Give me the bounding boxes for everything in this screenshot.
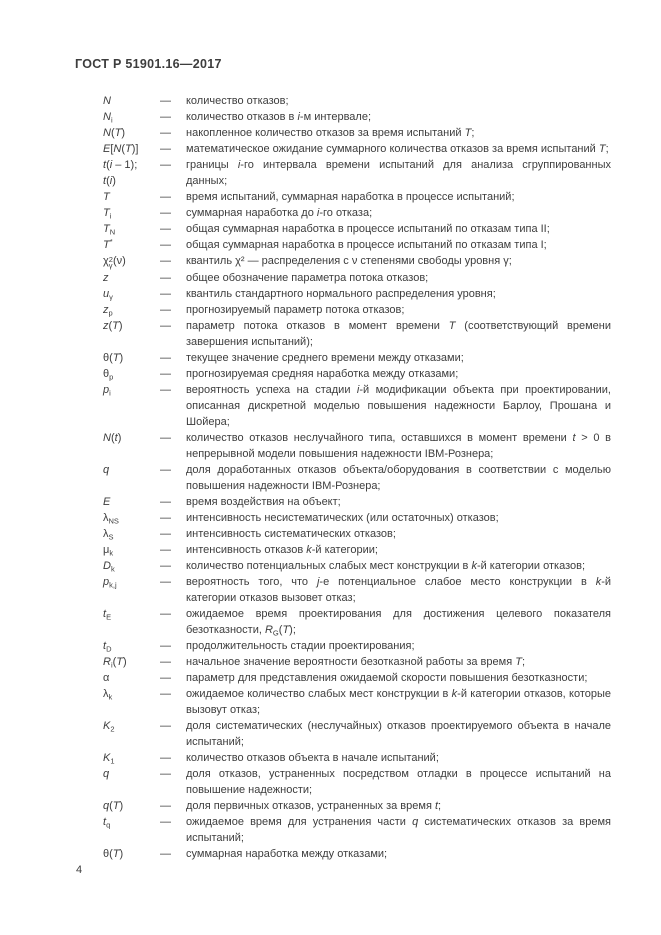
symbol-row [103,750,611,766]
symbol-row [103,654,611,670]
dash-separator: — [160,639,171,652]
symbol-row [103,462,611,494]
symbol: z(T) [103,319,123,332]
dash-separator: — [160,271,171,284]
definition: количество отказов в i-м интервале; [186,111,372,123]
dash-separator: — [160,239,171,251]
definition: доля систематических (неслучайных) отказов проектируемого объекта в начале испытаний; [186,719,611,748]
dash-separator: — [160,767,171,780]
symbol: q [103,463,110,476]
symbol: q(T) [103,799,124,812]
symbol: $\theta_p$ [103,367,114,381]
symbol: N(t) [103,431,122,444]
definition: математическое ожидание суммарного количества отказов за время испытаний T; [186,143,609,155]
dash-separator: — [160,511,171,524]
symbol: N(T) [103,127,126,139]
dash-separator: — [160,127,171,139]
symbol: T [103,191,110,203]
symbol: $K_1$ [103,751,115,765]
symbol-row [103,430,611,462]
standard-number: ГОСТ Р 51901.16—2017 [75,57,222,71]
symbol: q [103,767,110,780]
symbol-row [103,382,611,430]
symbol: $u_\gamma$ [103,287,113,301]
definition: квантиль стандартного нормального распределения уровня; [186,287,496,300]
definition: суммарная наработка до i-го отказа; [186,207,373,219]
symbol-row [103,109,611,125]
definition: общая суммарная наработка в процессе испытаний по отказам типа II; [186,223,550,235]
dash-separator: — [160,559,171,572]
symbol: χ 2 γ (ν) [103,254,126,270]
symbol-row [103,270,611,286]
dash-separator: — [160,383,171,396]
symbol: $t_D$ [103,639,112,653]
definition: квантиль χ² — распределения с ν степенями свободы уровня γ; [186,255,512,267]
definition: параметр потока отказов в момент времени T (соответствующий времени завершения испытаний); [186,319,611,348]
definition: доля первичных отказов, устраненных за время t; [186,799,442,812]
symbol-row [103,157,611,189]
symbol: N [103,95,111,107]
dash-separator: — [160,799,171,812]
symbol-row [103,798,611,814]
definition: интенсивность отказов k-й категории; [186,543,378,556]
symbol-row [103,318,611,350]
symbol-row [103,141,611,157]
dash-separator: — [160,95,171,107]
symbol-row [103,221,611,237]
symbol: E[N(T)] [103,143,139,155]
dash-separator: — [160,223,171,235]
symbol: $t_E$ [103,607,112,621]
symbol-row [103,574,611,606]
symbol-row [103,253,611,270]
definition: текущее значение среднего времени между отказами; [186,351,464,364]
dash-separator: — [160,655,171,668]
symbol-row [103,350,611,366]
symbol-row [103,189,611,205]
definition: доля доработанных отказов объекта/оборудования в соответствии с моделью повышения надежности IBM-Рознера; [186,463,611,492]
symbol: T* [103,237,113,251]
definition: ожидаемое время проектирования для достижения целевого показателя безотказности, $R_G(T)$; [186,607,611,637]
definition: прогнозируемый параметр потока отказов; [186,303,405,316]
symbol-row [103,125,611,141]
symbol-row [103,205,611,221]
definition: общая суммарная наработка в процессе испытаний по отказам типа I; [186,239,547,251]
definition: прогнозируемая средняя наработка между отказами; [186,367,459,380]
dash-separator: — [160,575,171,588]
dash-separator: — [160,255,171,267]
definition: продолжительность стадии проектирования; [186,639,415,652]
dash-separator: — [160,367,171,380]
definition: количество отказов; [186,95,289,107]
definition: интенсивность систематических отказов; [186,527,396,540]
symbol-row [103,606,611,638]
dash-separator: — [160,351,171,364]
symbol: $\lambda_{NS}$ [103,511,119,525]
definition: количество отказов неслучайного типа, оставшихся в момент времени t > 0 в непрерывной модели повышения надежности IBM-Рознера; [186,431,611,460]
symbol: $\lambda_k$ [103,687,113,701]
dash-separator: — [160,143,171,155]
symbol: $T_N$ [103,223,116,237]
definition: суммарная наработка между отказами; [186,847,388,860]
symbol-row [103,766,611,798]
symbol-row [103,814,611,846]
definition: время испытаний, суммарная наработка в процессе испытаний; [186,191,515,203]
symbol-row [103,93,611,109]
definition: время воздействия на объект; [186,495,341,508]
symbol: θ(T) [103,847,124,860]
symbol-row [103,494,611,510]
symbol: $T_i$ [103,207,112,221]
symbol: $p_{k,j}$ [103,575,117,589]
symbol-row [103,302,611,318]
dash-separator: — [160,303,171,316]
dash-separator: — [160,495,171,508]
symbol-row [103,542,611,558]
symbol-row [103,846,611,862]
dash-separator: — [160,815,171,828]
symbol: θ(T) [103,351,124,364]
symbol-row [103,286,611,302]
dash-separator: — [160,719,171,732]
definition: ожидаемое время для устранения части q систематических отказов за время испытаний; [186,815,612,844]
dash-separator: — [160,543,171,556]
symbol: z [103,271,109,284]
definition: интенсивность несистематических (или остаточных) отказов; [186,511,499,524]
dash-separator: — [160,687,171,700]
definition: границы i-го интервала времени испытаний для анализа сгруппированных данных; [186,159,611,187]
definition: ожидаемое количество слабых мест конструкции в k-й категории отказов, которые вызовут отказ; [186,687,611,716]
symbol: E [103,495,111,508]
symbol: $\lambda_S$ [103,527,114,541]
symbol: $K_2$ [103,719,115,733]
symbol-row [103,686,611,718]
dash-separator: — [160,159,171,171]
dash-separator: — [160,287,171,300]
dash-separator: — [160,847,171,860]
definition: параметр для представления ожидаемой скорости повышения безотказности; [186,671,588,684]
definition: начальное значение вероятности безотказной работы за время T; [186,655,526,668]
symbol: $z_p$ [103,303,113,317]
symbol-row [103,237,611,253]
dash-separator: — [160,607,171,620]
symbol: $p_i$ [103,383,111,397]
definition: количество потенциальных слабых мест конструкции в k-й категории отказов; [186,559,586,572]
symbol: α [103,671,110,684]
symbol-row [103,510,611,526]
dash-separator: — [160,751,171,764]
symbol-row [103,558,611,574]
symbol: $N_i$ [103,111,113,125]
dash-separator: — [160,527,171,540]
symbol-row [103,718,611,750]
symbols-list [103,93,611,862]
definition: накопленное количество отказов за время испытаний T; [186,127,475,139]
dash-separator: — [160,191,171,203]
symbol-row [103,526,611,542]
dash-separator: — [160,671,171,684]
definition: вероятность того, что j-е потенциальное слабое место конструкции в k-й категории отказов вызовет отказ; [186,575,611,604]
dash-separator: — [160,319,171,332]
symbol: $R_i(T)$ [103,655,127,669]
dash-separator: — [160,463,171,476]
page-number: 4 [76,864,83,876]
symbol-row [103,638,611,654]
definition: общее обозначение параметра потока отказов; [186,271,429,284]
symbol: $D_k$ [103,559,115,573]
symbol: $t_q$ [103,815,111,829]
dash-separator: — [160,207,171,219]
definition: вероятность успеха на стадии i-й модификации объекта при проектировании, описанная дискретной моделью повышения надежности Барлоу, Прошана и Шойера; [186,383,611,428]
symbol-row [103,670,611,686]
definition: количество отказов объекта в начале испытаний; [186,751,439,764]
symbol: $\mu_k$ [103,543,114,557]
definition: доля отказов, устраненных посредством отладки в процессе испытаний на повышение надежности; [186,767,611,796]
dash-separator: — [160,431,171,444]
dash-separator: — [160,111,171,123]
symbol-row [103,366,611,382]
symbol: t(i – 1); t(i) [103,159,138,187]
